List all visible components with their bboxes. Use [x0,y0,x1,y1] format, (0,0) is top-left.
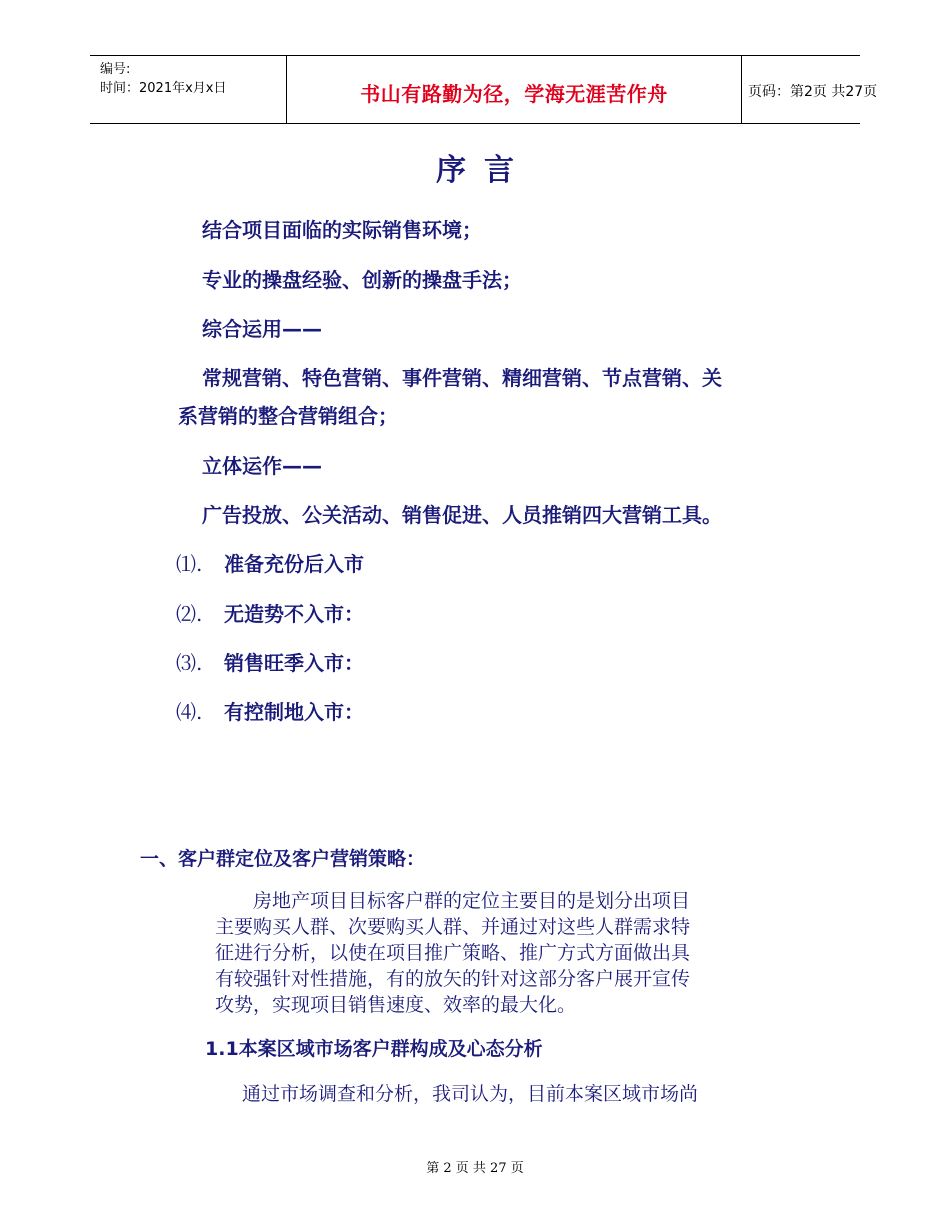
intro-line-4a: 常规营销、特色营销、事件营销、精细营销、节点营销、关 [202,366,722,390]
subsection-1-1-paragraph: 通过市场调查和分析，我司认为，目前本案区域市场尚 [242,1083,699,1105]
document-time-label: 时间：2021年x月x日 [100,81,227,96]
intro-line-2: 专业的操盘经验、创新的操盘手法； [202,268,522,292]
subsection-1-1-heading: 1.1本案区域市场客户群构成及心态分析 [205,1038,543,1060]
header-motto: 书山有路勤为径，学海无涯苦作舟 [360,82,668,106]
intro-line-5: 立体运作—— [202,454,322,478]
section-1-heading: 一、客户群定位及客户营销策略： [140,848,426,870]
page-title: 序言 [436,153,532,188]
list-item-text: 无造势不入市： [224,602,364,626]
list-item-number: ⑷. [176,700,203,724]
page-header [90,55,878,124]
document-code-label: 编号: [100,62,131,77]
paragraph-line: 主要购买人群、次要购买人群、并通过对这些人群需求特 [215,916,691,938]
paragraph-line: 房地产项目目标客户群的定位主要目的是划分出项目 [215,890,691,912]
header-meta-cell [90,56,286,123]
page-footer: 第 2 页 共 27 页 [426,1161,524,1176]
paragraph-line: 有较强针对性措施，有的放矢的针对这部分客户展开宣传 [215,968,691,990]
list-item-text: 销售旺季入市： [224,651,364,675]
header-page-cell [740,56,878,123]
list-item-number: ⑵. [176,602,203,626]
intro-line-4b: 系营销的整合营销组合； [178,404,398,428]
list-item-number: ⑴. [176,552,203,576]
intro-line-3: 综合运用—— [202,317,322,341]
list-item-text: 准备充份后入市 [224,552,364,576]
paragraph-line: 征进行分析，以使在项目推广策略、推广方式方面做出具 [215,942,691,964]
intro-line-1: 结合项目面临的实际销售环境； [202,218,482,242]
intro-line-6: 广告投放、公关活动、销售促进、人员推销四大营销工具。 [202,503,722,527]
list-item-text: 有控制地入市： [224,700,364,724]
header-motto-cell [286,56,742,123]
header-page-code: 页码：第2页 共27页 [748,84,878,100]
paragraph-line: 攻势，实现项目销售速度、效率的最大化。 [215,994,577,1016]
list-item-number: ⑶. [176,651,203,675]
section-1-paragraph [215,888,815,1018]
